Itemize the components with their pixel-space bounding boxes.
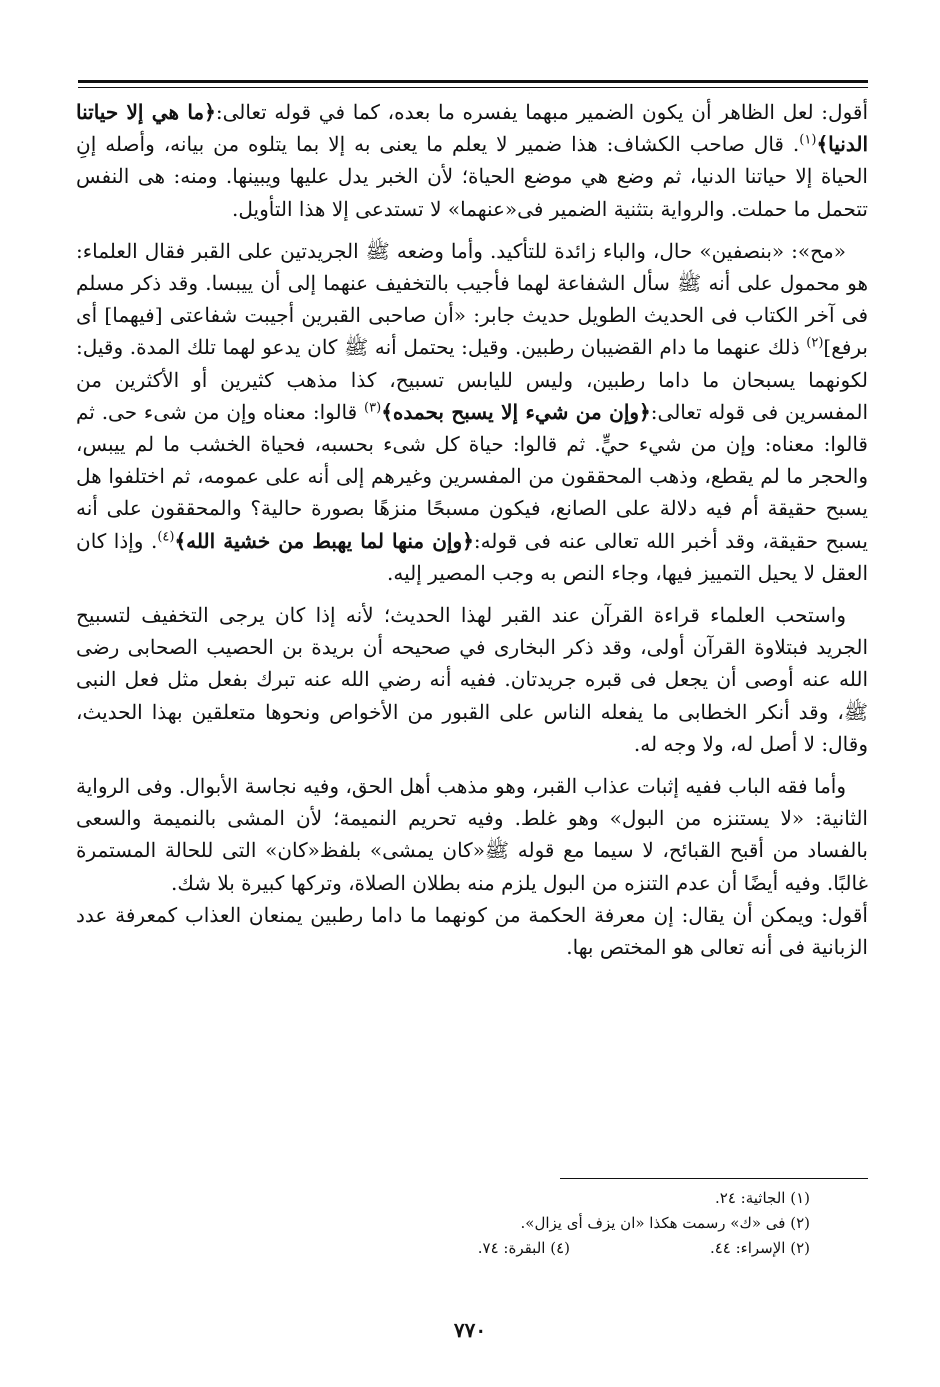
- p2-text-d: . وإذا كان العقل لا يحيل التمييز فيها، وجاء النص به وجب المصير إليه.: [76, 528, 868, 585]
- footnote-ref: (١): [799, 132, 817, 148]
- footnotes: [230, 1186, 810, 1261]
- p2-text-b: ذلك عنهما ما دام القضيبان رطبين. وقيل: يحتمل أنه ﷺ كان يدعو لهما تلك المدة. وقيل: لكونهما يسبحان ما داما رطبين، وليس لليابس تسبيح، كذا مذهب كثيرين أو الأكثرين من المفسرين فى قوله تعالى:: [76, 335, 868, 424]
- footnote-ref: (٤): [157, 528, 175, 544]
- quran-quote: ﴿ما هي إلا حياتنا الدنيا﴾: [76, 100, 868, 157]
- footnote-3: (٢) الإسراء: ٤٤.: [709, 1239, 810, 1257]
- footnote-ref: (٣): [364, 400, 382, 416]
- quran-quote: ﴿وإن منها لما يهبط من خشية الله﴾: [174, 528, 474, 553]
- p1-text: أقول: لعل الظاهر أن يكون الضمير مبهما يفسره ما بعده، كما في قوله تعالى:: [215, 100, 869, 124]
- header-rule-thick: [78, 80, 868, 83]
- paragraph-4: [76, 770, 868, 963]
- page-number: ٧٧٠: [453, 1318, 487, 1342]
- paragraph-3: واستحب العلماء قراءة القرآن عند القبر لهذا الحديث؛ لأنه إذا كان يرجى التخفيف لتسبيح الجريد فبتلاوة القرآن أولى، وقد ذكر البخارى في صحيحه أن بريدة بن الحصيب الصحابى رضى الله عنه أوصى أن يجعل فى قبره جريدتان. ففيه أنه رضي الله عنه تبرك بفعل مثل فعل النبى ﷺ، وقد أنكر الخطابى ما يفعله الناس على القبور من الأخواص ونحوها متعلقين بهذا الحديث، وقال: لا أصل له، ولا وجه له.: [76, 603, 868, 756]
- header-rule-thin: [78, 87, 868, 88]
- footnote-rule: [560, 1178, 868, 1179]
- footnote-4: (٤) البقرة: ٧٤.: [477, 1239, 570, 1257]
- footnote-2: (٢) فى «ك» رسمت هكذا «ان يزف أى يزال».: [520, 1214, 810, 1232]
- p2-text-a: «مح»: «بنصفين» حال، والباء زائدة للتأكيد. وأما وضعه ﷺ الجريدتين على القبر فقال العلماء: هو محمول على أنه ﷺ سأل الشفاعة لهما فأجيب بالتخفيف عنهما إلى أن ييبسا. وقد ذكر مسلم فى آخر الكتاب فى الحديث الطويل حديث جابر: «أن صاحبى القبرين أجيبت شفاعتى [فيهما] أى برفع]: [76, 238, 868, 360]
- footnote-ref: (٢): [806, 335, 824, 351]
- quran-quote: ﴿وإن من شيء إلا يسبح بحمده﴾: [381, 399, 651, 424]
- body-text: [76, 96, 868, 963]
- p4-text: وأما فقه الباب ففيه إثبات عذاب القبر، وهو مذهب أهل الحق، وفيه نجاسة الأبوال. وفى الرواية الثانية: «لا يستنزه من البول» وهو غلط. وفيه تحريم النميمة؛ لأن المشى بالنميمة والسعى بالفساد من أقبح القبائح، لا سيما مع قوله ﷺ«كان يمشى» بلفظ«كان» التى للحالة المستمرة غالبًا. وفيه أيضًا أن عدم التنزه من البول يلزم منه بطلان الصلاة، وتركها كبيرة بلا شك.: [76, 774, 868, 895]
- p2-text-c: قالوا: معناه وإن من شىء حى. ثم قالوا: معناه: وإن من شيء حيٍّ. ثم قالوا: حياة كل شىء بحسبه، فحياة الخشب ما لم ييبس، والحجر ما لم يقطع، وذهب المحققون من المفسرين وغيرهم إلى أنه على عمومه، ثم اختلفوا هل يسبح حقيقة أم فيه دلالة على الصانع، فيكون مسبحًا منزهًا بصورة حالية؟ والمحققون على أنه يسبح حقيقة، وقد أخبر الله تعالى عنه فى قوله:: [76, 399, 868, 553]
- paragraph-2: [76, 235, 868, 589]
- paragraph-1: [76, 96, 868, 225]
- footnote-1: (١) الجاثية: ٢٤.: [714, 1189, 810, 1207]
- footnote-row: [230, 1236, 810, 1261]
- p5-text: أقول: ويمكن أن يقال: إن معرفة الحكمة من كونهما ما داما رطبين يمنعان العذاب كمعرفة عدد الزبانية فى أنه تعالى هو المختص بها.: [76, 902, 868, 960]
- p1-rest: . قال صاحب الكشاف: هذا ضمير لا يعلم ما يعنى به إلا بما يتلوه من بيانه، وأصله إنِ الحياة إلا حياتنا الدنيا، ثم وضع هي موضع الحياة؛ لأن الخبر يدل عليها ويبينها. ومنه: هى النفس تتحمل ما حملت. والرواية بتثنية الضمير فى«عنهما» لا تستدعى إلا هذا التأويل.: [76, 132, 868, 221]
